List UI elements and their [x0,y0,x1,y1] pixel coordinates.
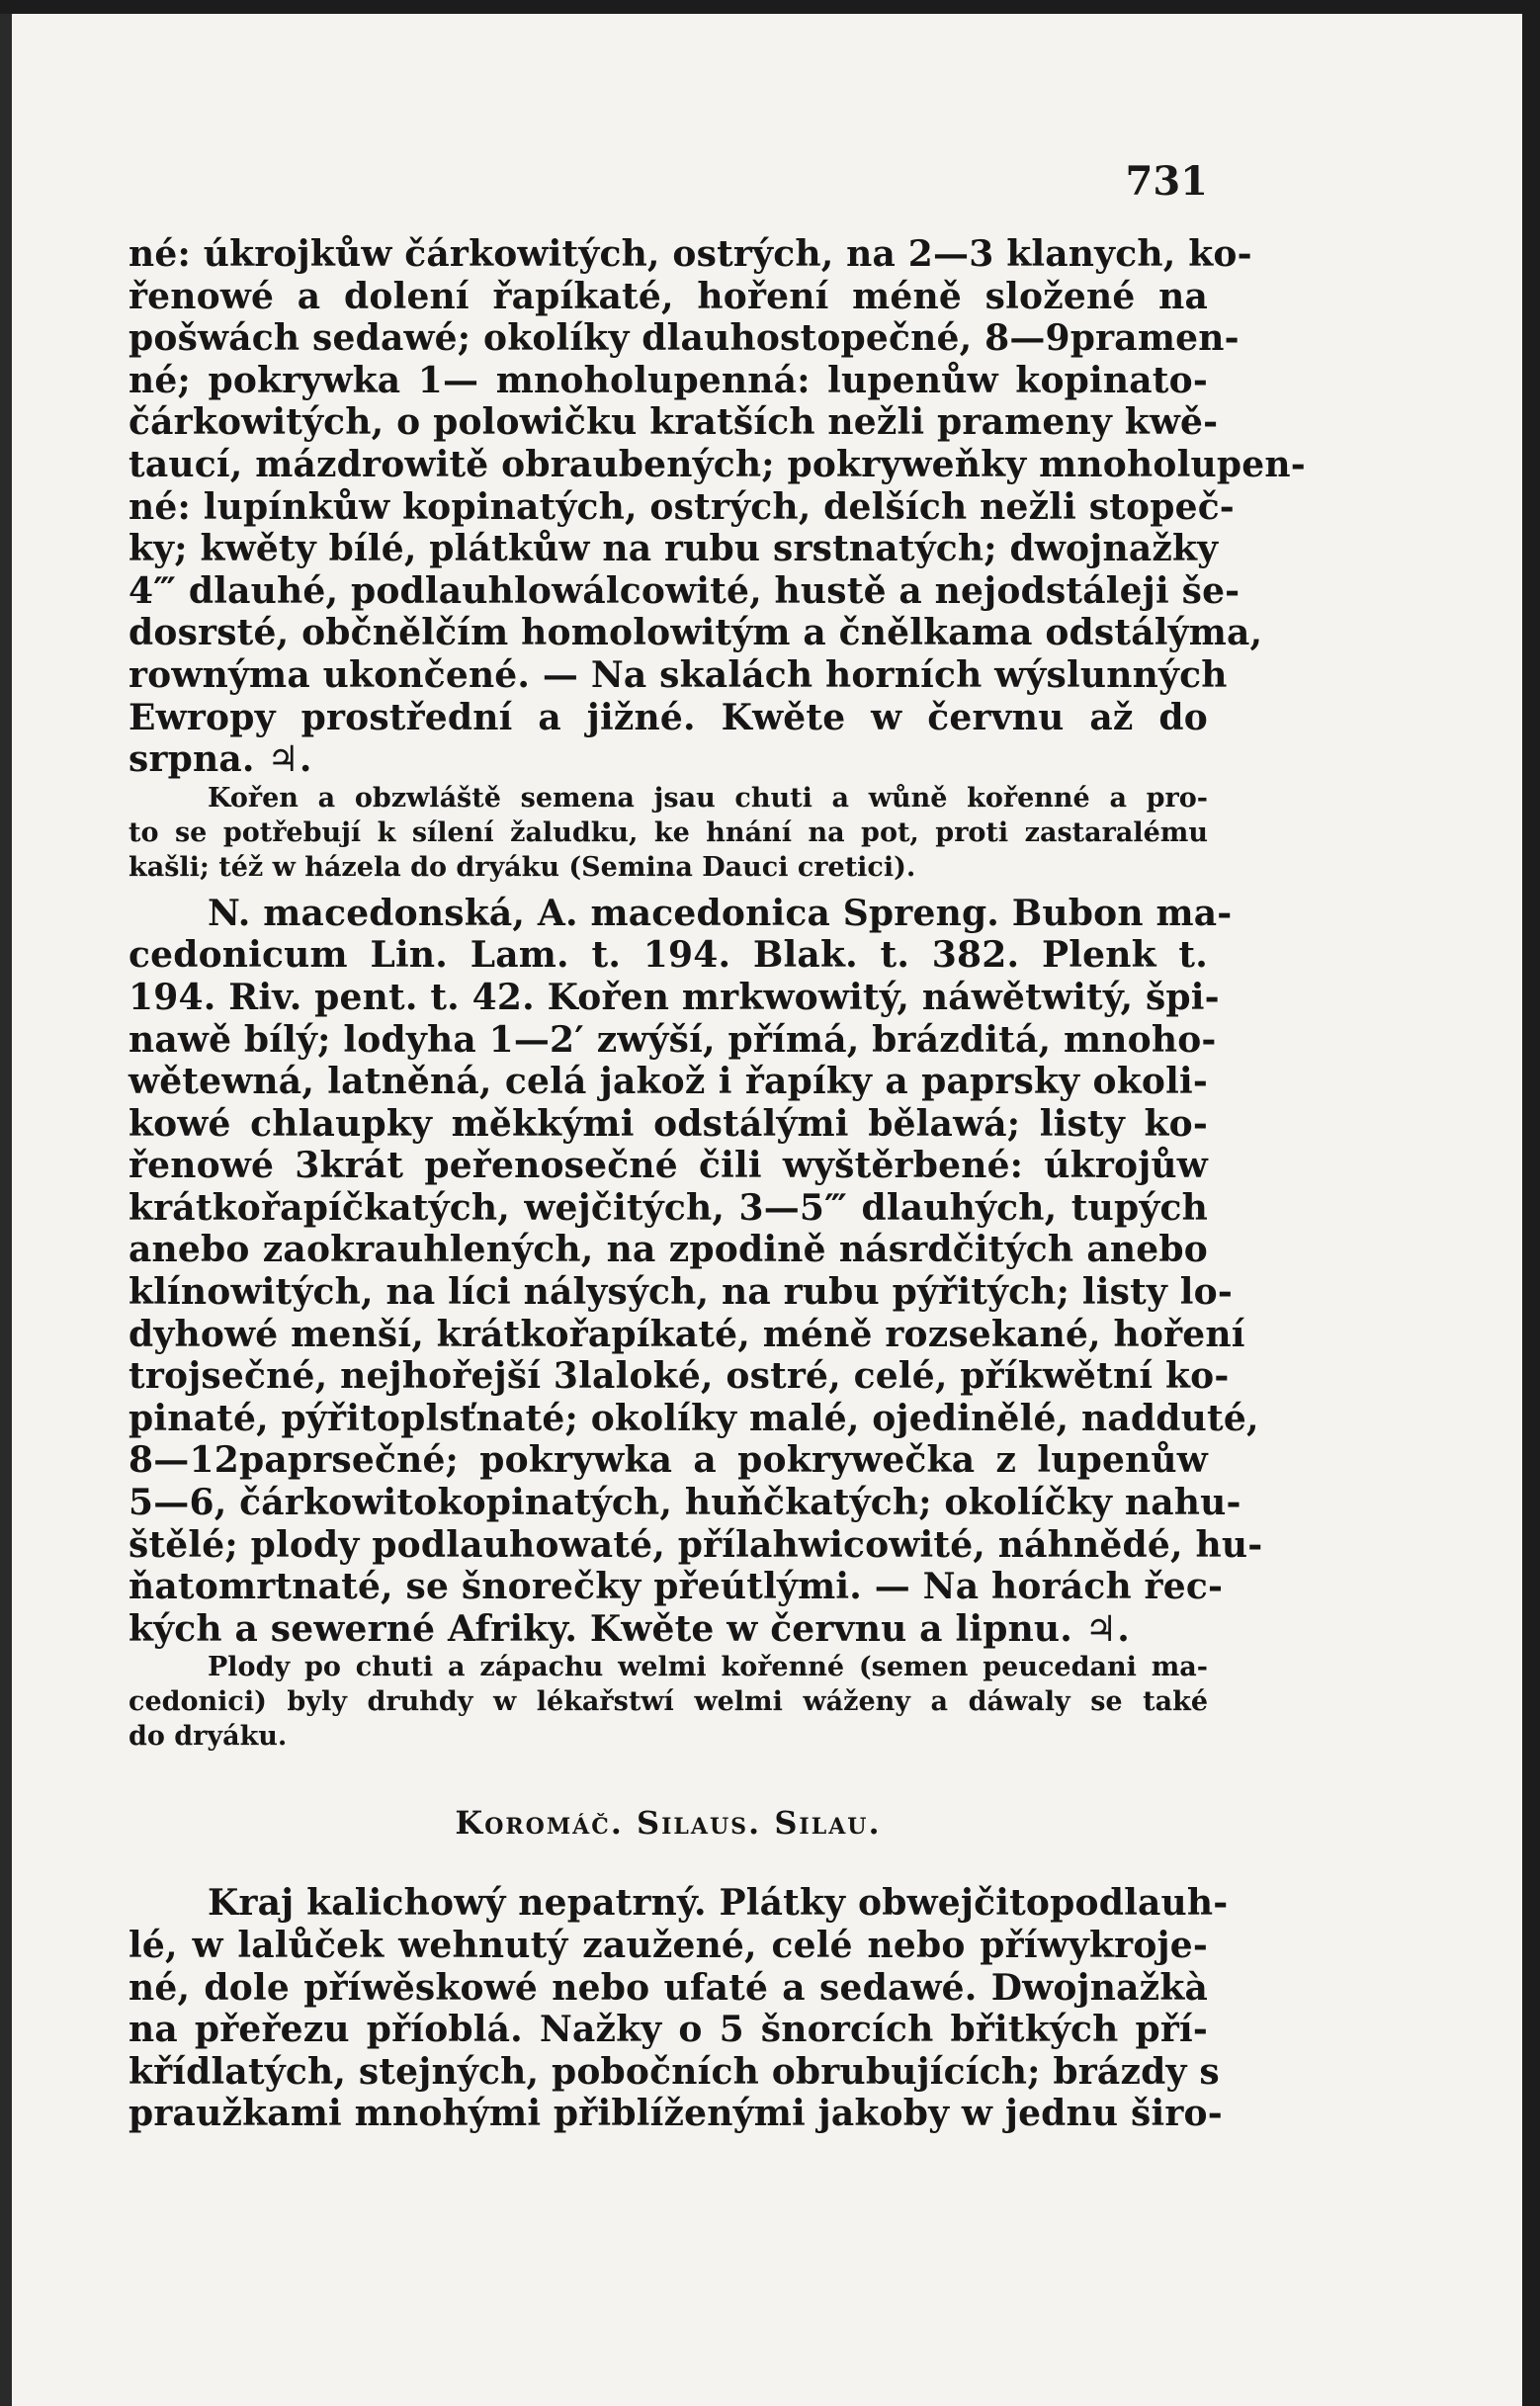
text-line: taucí, mázdrowitě obraubených; pokryweňky mnoholupen- [128,443,1306,485]
text-line: Kraj kalichowý nepatrný. Plátky obwejčitopodlauh- [208,1882,1229,1925]
text-line: anebo zaokrauhlených, na zpodině násrdčitých anebo [128,1229,1208,1271]
text-line: 194. Riv. pent. t. 42. Kořen mrkwowitý, náwětwitý, špi- [128,976,1220,1018]
text-line: dyhowé menší, krátkořapíkaté, méně rozsekané, hoření [128,1313,1245,1355]
text-line: lé, w lalůček wehnutý zaužené, celé nebo příwykroje- [128,1925,1208,1966]
text-line: ky; kwěty bílé, plátkůw na rubu srstnatých; dwojnažky [128,528,1219,570]
text-line: praužkami mnohými přiblíženými jakoby w jednu širo- [128,2093,1223,2135]
note-line: cedonici) byly druhdy w lékařstwí welmi wáženy a dáwaly se také [128,1686,1208,1718]
document-page [0,14,1522,2406]
text-line: řenowé 3krát peřenosečné čili wyštěrbené: úkrojůw [128,1145,1208,1187]
text-line: N. macedonská, A. macedonica Spreng. Bubon ma- [208,892,1233,934]
text-line: na přeřezu příoblá. Nažky o 5 šnorcích břitkých pří- [128,2009,1208,2051]
text-line: né; pokrywka 1— mnoholupenná: lupenůw kopinato- [128,359,1208,401]
text-line: né: lupínkůw kopinatých, ostrých, delších nežli stopeč- [128,485,1235,528]
note-line: Plody po chuti a zápachu welmi kořenné (semen peucedani ma- [208,1652,1208,1683]
text-line: cedonicum Lin. Lam. t. 194. Blak. t. 382. Plenk t. [128,934,1208,977]
text-line: štělé; plody podlauhowaté, přílahwicowité, náhnědé, hu- [128,1523,1263,1566]
note-line: kašli; též w házela do dryáku (Semina Dauci cretici). [128,851,916,883]
text-line: Ewropy prostřední a jižné. Kwěte w červnu až do [128,696,1208,738]
text-line: 4‴ dlauhé, podlauhlowálcowité, hustě a nejodstáleji še- [128,569,1241,612]
note-line: do dryáku. [128,1721,288,1753]
note-1 [128,781,1208,885]
paragraph-1 [128,233,1306,781]
text-line: ňatomrtnaté, se šnorečky přeútlými. — Na horách řec- [128,1566,1224,1608]
text-line: nawě bílý; lodyha 1—2′ zwýší, přímá, brázditá, mnoho- [128,1018,1217,1061]
text-line: wětewná, latněná, celá jakož i řapíky a paprsky okoli- [128,1061,1208,1103]
text-line: pošwách sedawé; okolíky dlauhostopečné, 8—9pramen- [128,317,1240,360]
text-line: né: úkrojkůw čárkowitých, ostrých, na 2—3 klanych, ko- [128,233,1252,275]
paragraph-3 [128,1882,1229,2135]
text-line: čárkowitých, o polowičku kratších nežli prameny kwě- [128,401,1219,444]
text-line: rownýma ukončené. — Na skalách horních wýslunných [128,653,1228,696]
paragraph-2 [128,892,1263,1651]
text-line: trojsečné, nejhořejší 3laloké, ostré, celé, příkwětní ko- [128,1355,1230,1398]
note-line: Kořen a obzwláště semena jsau chuti a wůně kořenné a pro- [208,782,1208,814]
text-line: pinaté, pýřitoplsťnaté; okolíky malé, ojedinělé, nadduté, [128,1397,1259,1439]
text-line: krátkořapíčkatých, wejčitých, 3—5‴ dlauhých, tupých [128,1186,1208,1229]
text-line: né, dole příwěskowé nebo ufaté a sedawé. Dwojnažkà [128,1966,1208,2009]
page-number: 731 [1125,158,1208,205]
text-line: dosrsté, občnělčím homolowitým a čnělkama odstálýma, [128,612,1263,654]
text-line: 8—12paprsečné; pokrywka a pokrywečka z lupenůw [128,1439,1208,1482]
section-heading: Koromáč. Silaus. Silau. [455,1804,882,1843]
text-line: kowé chlaupky měkkými odstálými bělawá; listy ko- [128,1102,1208,1145]
text-line: klínowitých, na líci nálysých, na rubu pýřitých; listy lo- [128,1271,1233,1314]
text-line: křídlatých, stejných, pobočních obrubujících; brázdy s [128,2050,1220,2093]
note-2 [128,1650,1208,1754]
text-line: 5—6, čárkowitokopinatých, huňčkatých; okolíčky nahu- [128,1482,1241,1524]
text-body [128,233,1306,2135]
text-line: řenowé a dolení řapíkaté, hoření méně složené na [128,275,1208,317]
note-line: to se potřebují k sílení žaludku, ke hnání na pot, proti zastaralému [128,816,1208,848]
text-line: kých a sewerné Afriky. Kwěte w červnu a lipnu. ♃. [128,1607,1130,1650]
text-line: srpna. ♃. [128,738,312,781]
